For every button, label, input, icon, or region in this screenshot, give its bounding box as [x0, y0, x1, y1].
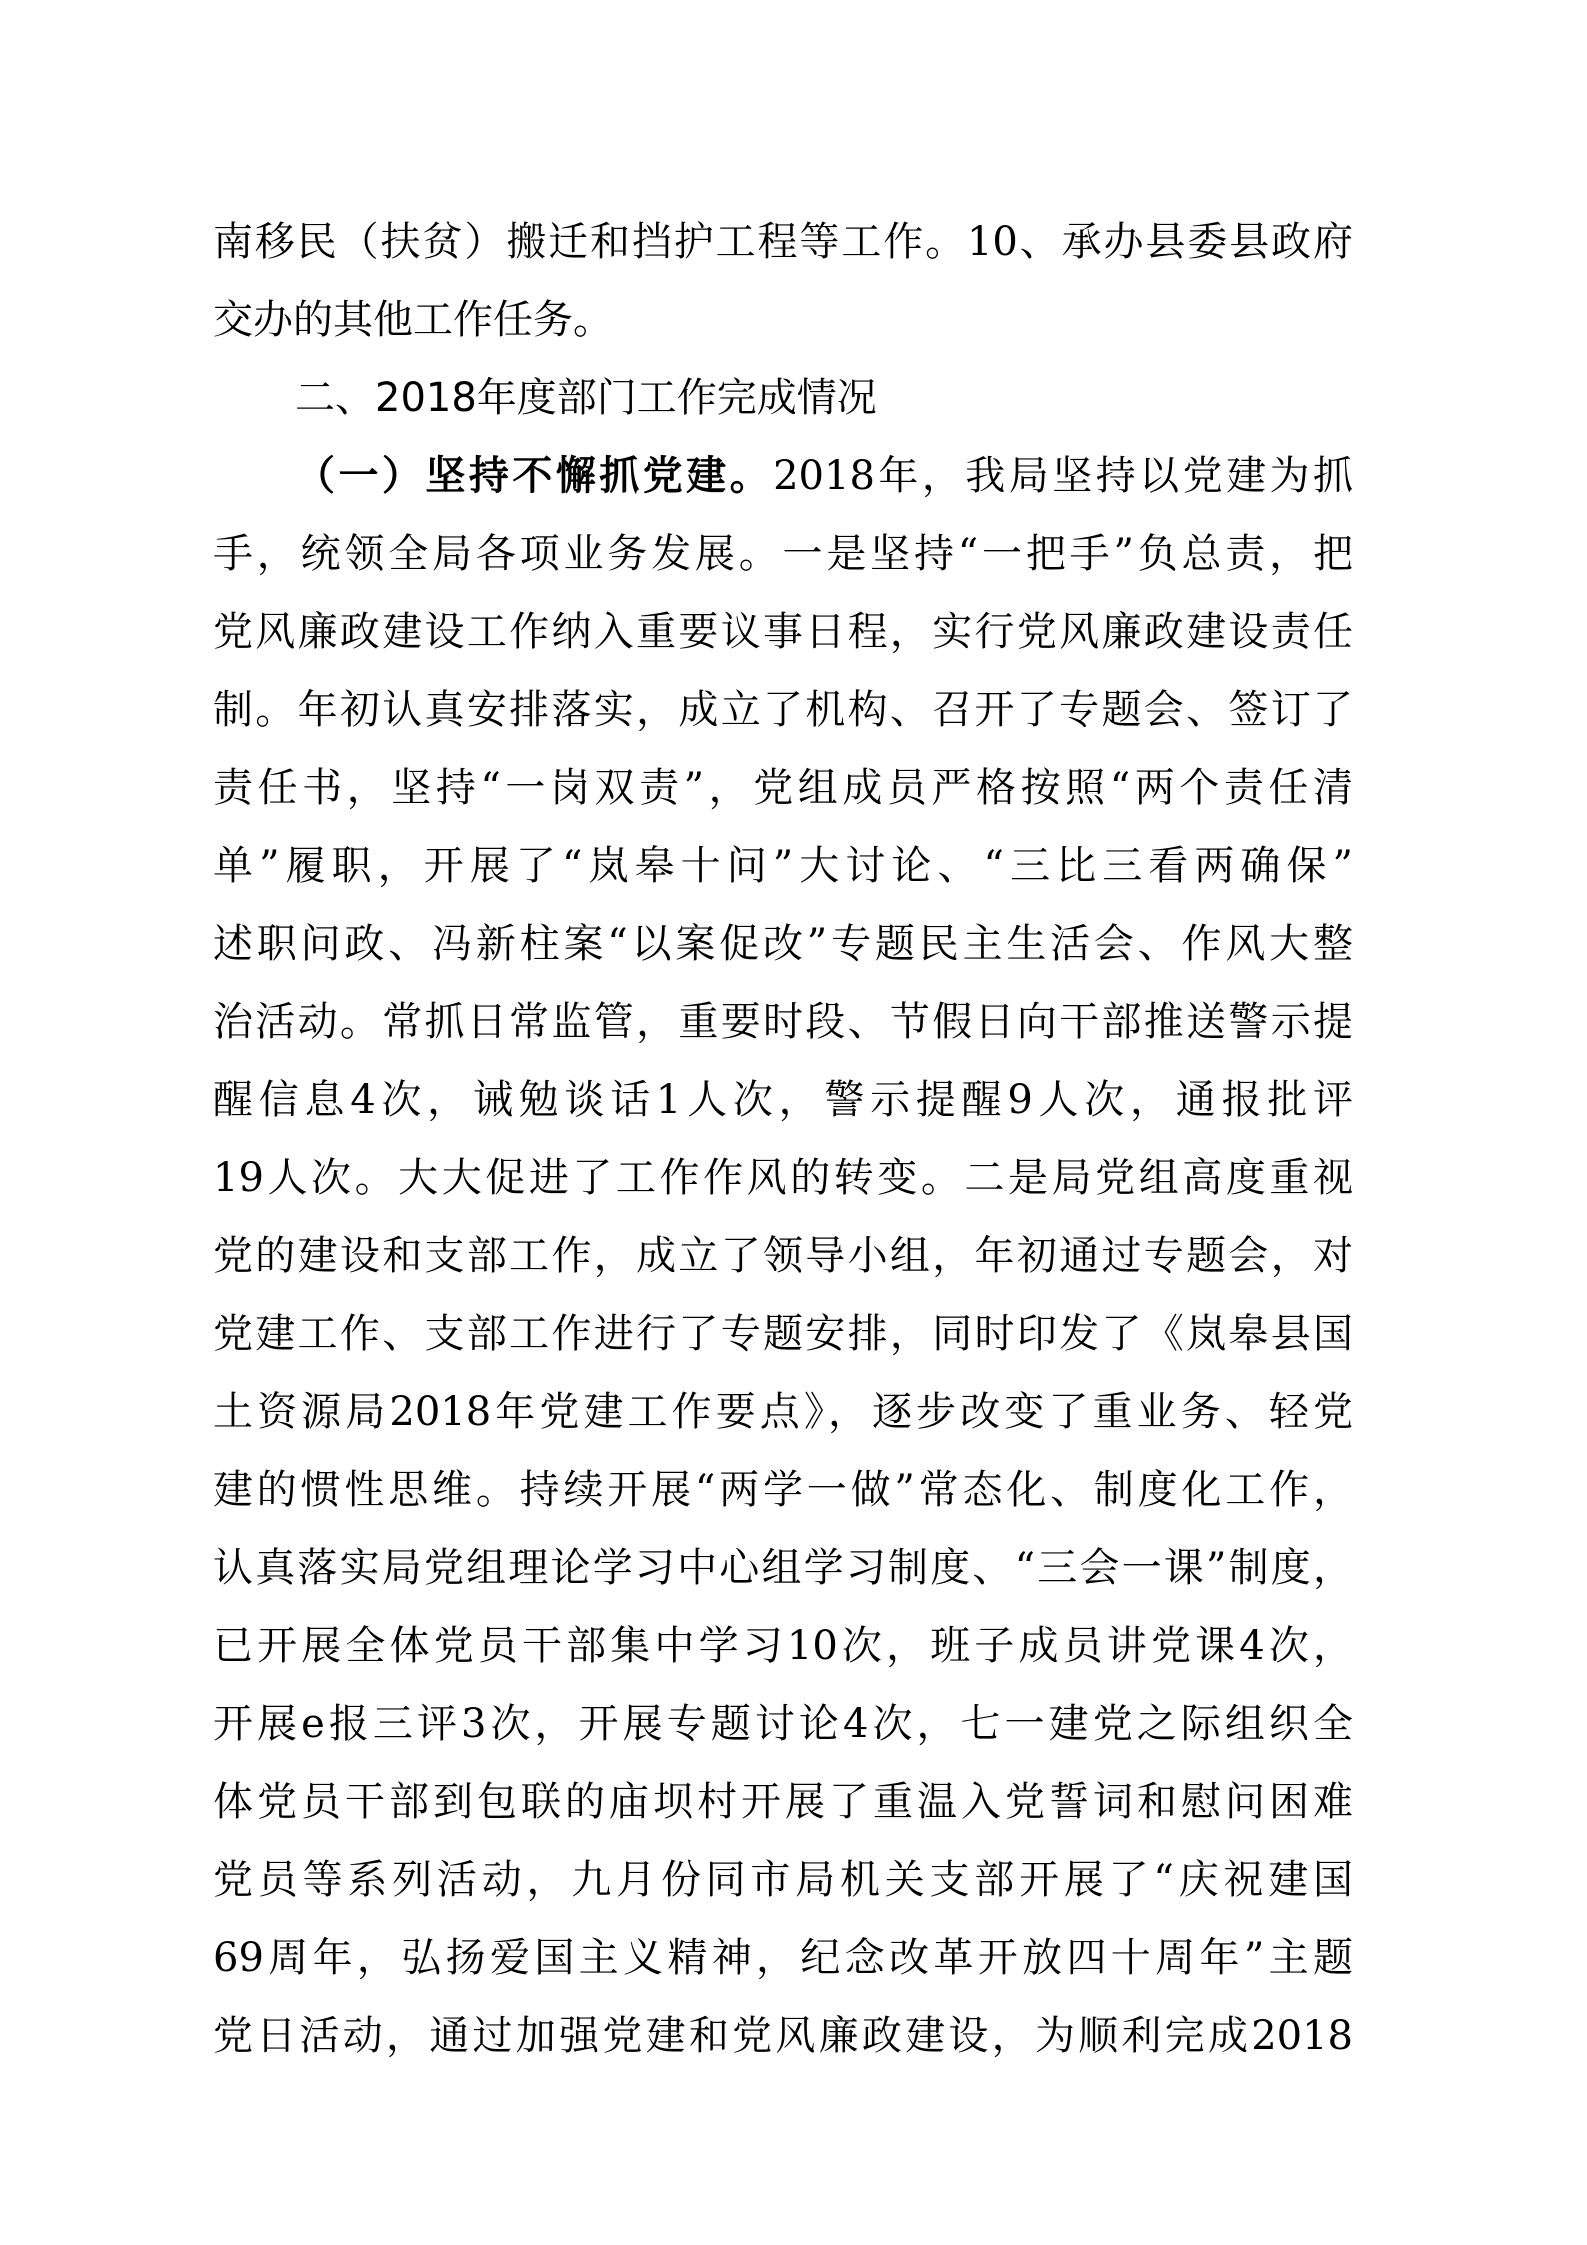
body-line: 治活动。常抓日常监管，重要时段、节假日向干部推送警示提 [213, 999, 1353, 1045]
body-line: 制。年初认真安排落实，成立了机构、召开了专题会、签订了 [213, 687, 1353, 733]
body-line: 党日活动，通过加强党建和党风廉政建设，为顺利完成2018 [213, 2013, 1353, 2059]
body-line: 醒信息4次，诫勉谈话1人次，警示提醒9人次，通报批评 [213, 1077, 1353, 1123]
body-line: 交办的其他工作任务。 [213, 297, 613, 343]
body-line: 已开展全体党员干部集中学习10次，班子成员讲党课4次， [213, 1623, 1353, 1669]
body-line: 南移民（扶贫）搬迁和挡护工程等工作。10、承办县委县政府 [213, 219, 1353, 265]
body-line: 认真落实局党组理论学习中心组学习制度、“三会一课”制度， [213, 1545, 1353, 1591]
body-line: 69周年，弘扬爱国主义精神，纪念改革开放四十周年”主题 [213, 1935, 1353, 1981]
body-line: 建的惯性思维。持续开展“两学一做”常态化、制度化工作， [213, 1467, 1353, 1513]
body-line: 述职问政、冯新柱案“以案促改”专题民主生活会、作风大整 [213, 921, 1353, 967]
body-line: 党员等系列活动，九月份同市局机关支部开展了“庆祝建国 [213, 1857, 1353, 1903]
body-line: 手，统领全局各项业务发展。一是坚持“一把手”负总责，把 [213, 531, 1353, 577]
body-line: 党建工作、支部工作进行了专题安排，同时印发了《岚皋县国 [213, 1311, 1353, 1357]
subsection-first-line [213, 437, 1353, 515]
subsection-first-line-text: 2018年，我局坚持以党建为抓 [773, 453, 1353, 499]
body-line: 党的建设和支部工作，成立了领导小组，年初通过专题会，对 [213, 1233, 1353, 1279]
body-line: 党风廉政建设工作纳入重要议事日程，实行党风廉政建设责任 [213, 609, 1353, 655]
body-line: 单”履职，开展了“岚皋十问”大讨论、“三比三看两确保” [213, 843, 1353, 889]
subsection-label: （一）坚持不懈抓党建。 [295, 453, 774, 499]
body-line: 责任书，坚持“一岗双责”，党组成员严格按照“两个责任清 [213, 765, 1353, 811]
body-line: 土资源局2018年党建工作要点》，逐步改变了重业务、轻党 [213, 1389, 1353, 1435]
body-line: 体党员干部到包联的庙坝村开展了重温入党誓词和慰问困难 [213, 1779, 1353, 1825]
document-body [213, 203, 1353, 2075]
body-line: 19人次。大大促进了工作作风的转变。二是局党组高度重视 [213, 1155, 1353, 1201]
body-line: 开展e报三评3次，开展专题讨论4次，七一建党之际组织全 [213, 1701, 1353, 1747]
section-heading: 二、2018年度部门工作完成情况 [295, 375, 877, 421]
